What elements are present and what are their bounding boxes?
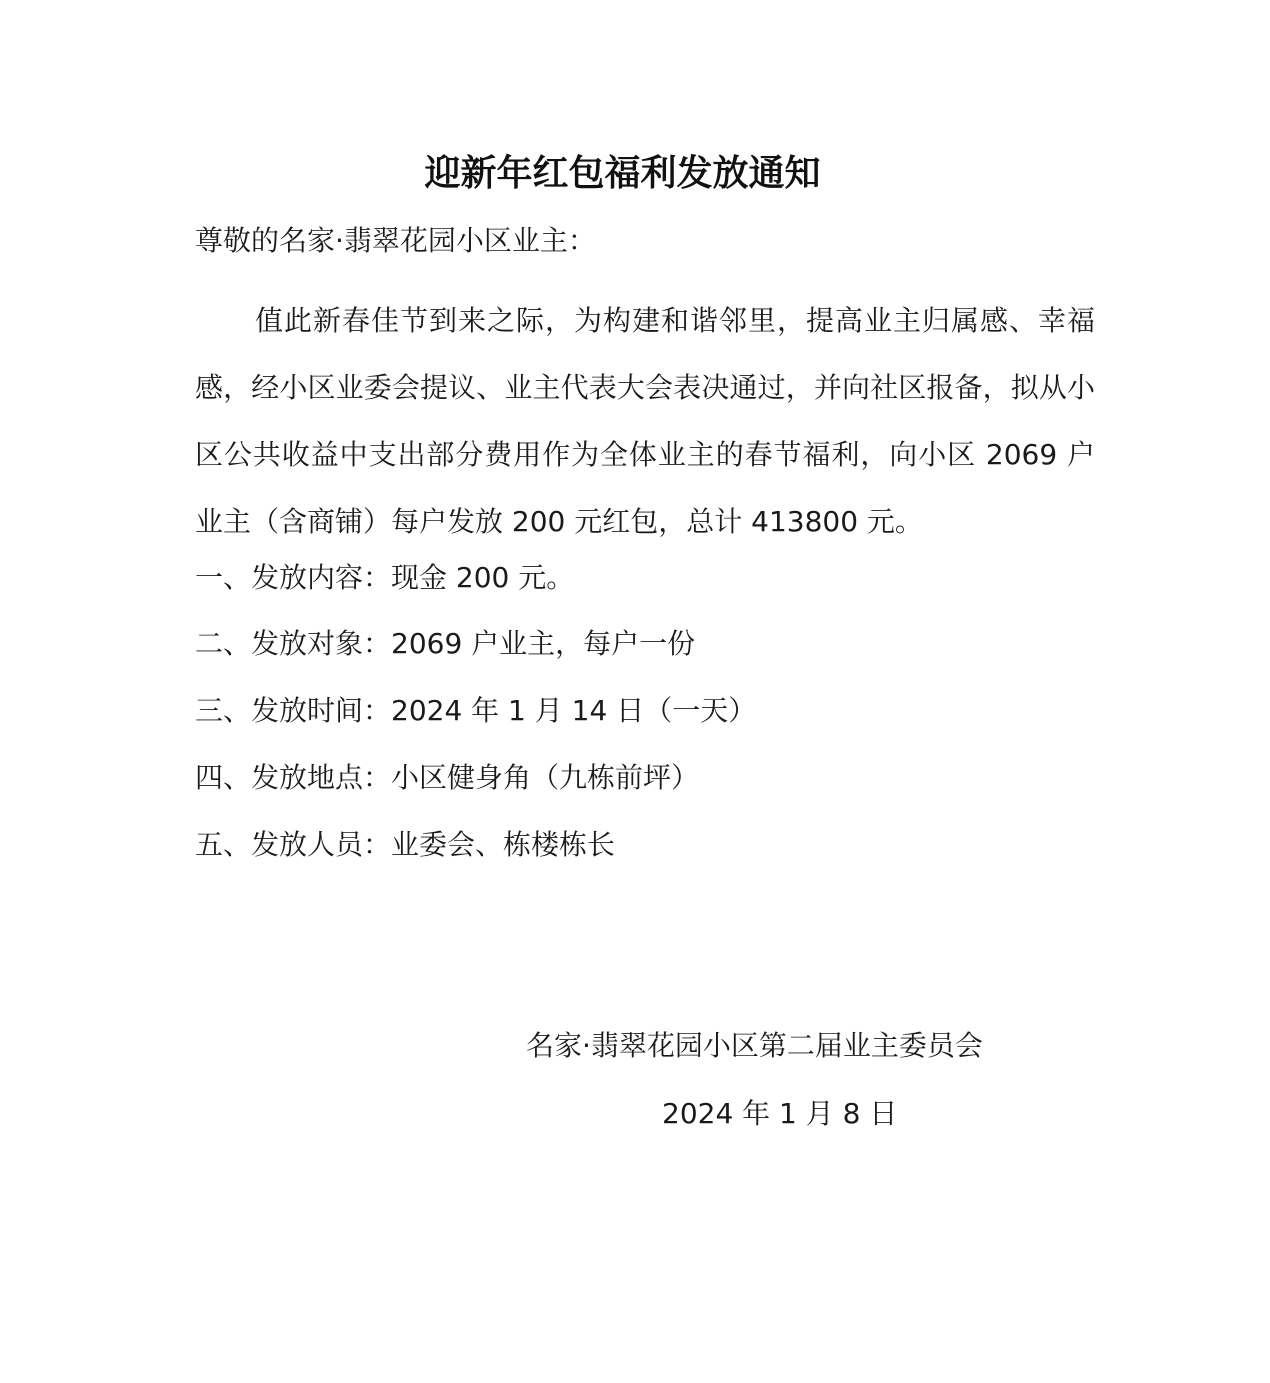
- list-item-location: 四、发放地点：小区健身角（九栋前坪）: [195, 761, 700, 794]
- list-item-staff: 五、发放人员：业委会、栋楼栋长: [195, 828, 616, 861]
- list-item-recipients: 二、发放对象：2069 户业主，每户一份: [195, 627, 696, 660]
- list-item-time: 三、发放时间：2024 年 1 月 14 日（一天）: [195, 694, 757, 727]
- notice-title: 迎新年红包福利发放通知: [424, 153, 821, 194]
- salutation: 尊敬的名家·翡翠花园小区业主：: [195, 224, 596, 257]
- signature-organization: 名家·翡翠花园小区第二届业主委员会: [526, 1029, 983, 1062]
- signature-date: 2024 年 1 月 8 日: [662, 1097, 898, 1130]
- body-paragraph: 值此新春佳节到来之际，为构建和谐邻里，提高业主归属感、幸福感，经小区业委会提议、业主代表大会表决通过，并向社区报备，拟从小区公共收益中支出部分费用作为全体业主的春节福利，向小区 2069 户业主（含商铺）每户发放 200 元红包，总计 413800 元。: [195, 304, 1095, 538]
- list-item-content: 一、发放内容：现金 200 元。: [195, 561, 575, 594]
